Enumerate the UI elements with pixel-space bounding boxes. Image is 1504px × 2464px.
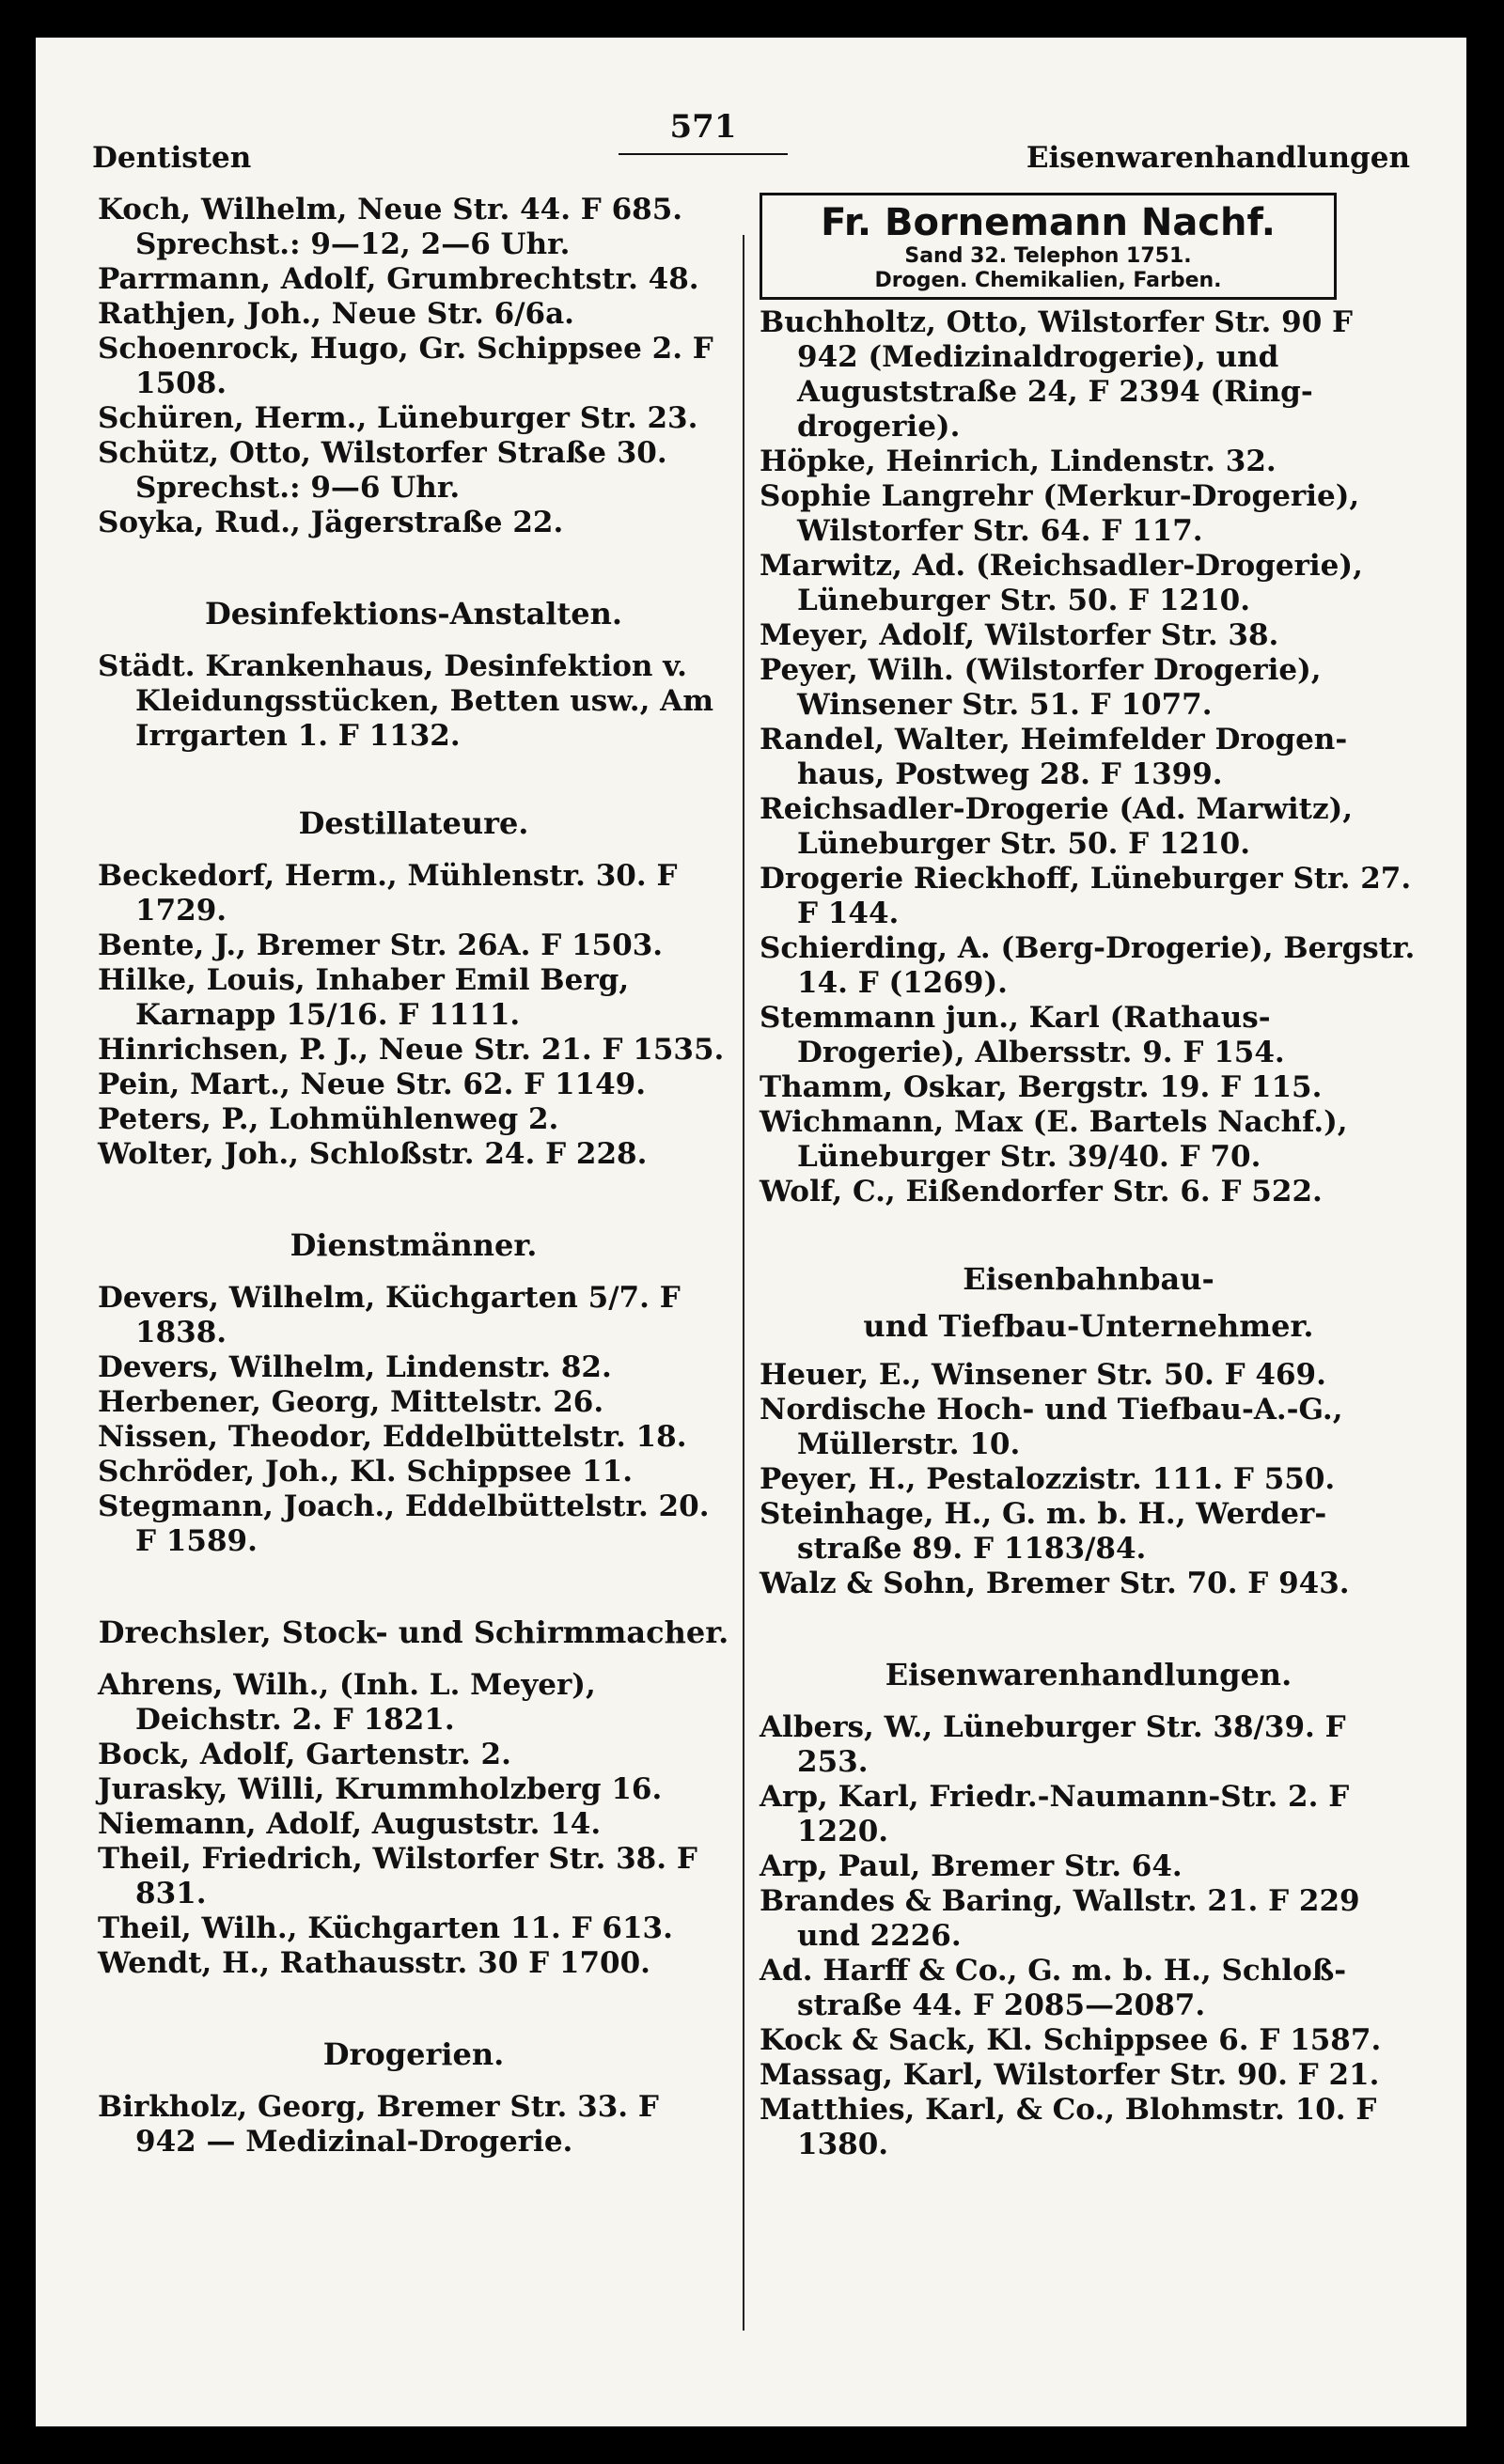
header-left-keyword: Dentisten [92,141,252,175]
entry-brandes-baring: Brandes & Baring, Wallstr. 21. F 229 und 2226. [760,1884,1360,1953]
entry-massag: Massag, Karl, Wilstorfer Str. 90. F 21. [760,2058,1380,2092]
entry-peters: Peters, P., Lohmühlenweg 2. [98,1102,559,1136]
entry-peyer-wilh: Peyer, Wilh. (Wilstorfer Drogerie), Winsener Str. 51. F 1077. [760,653,1322,722]
entry-herbener: Herbener, Georg, Mittelstr. 26. [98,1385,604,1419]
advertisement-box [760,193,1337,300]
section-title-drogerien: Drogerien. [322,2036,505,2072]
entry-hinrichsen: Hinrichsen, P. J., Neue Str. 21. F 1535. [98,1033,725,1067]
section-title-destillateure: Destillateure. [298,805,529,841]
entry-schoenrock: Schoenrock, Hugo, Gr. Schippsee 2. F 1508. [98,332,713,400]
entry-peyer-h: Peyer, H., Pestalozzistr. 111. F 550. [760,1462,1336,1496]
entry-arp-paul: Arp, Paul, Bremer Str. 64. [760,1849,1183,1883]
page-number: 571 [619,108,788,155]
entry-theil-wilh: Theil, Wilh., Küchgarten 11. F 613. [98,1911,673,1945]
section-title-desinfektion: Desinfektions-Anstalten. [204,596,622,632]
entry-matthies: Matthies, Karl, & Co., Blohmstr. 10. F 1380. [760,2093,1377,2161]
page-header [92,103,1410,179]
right-column [760,193,1418,2162]
entry-ahrens: Ahrens, Wilh., (Inh. L. Meyer), Deichstr. 2. F 1821. [98,1668,596,1737]
entry-rathjen: Rathjen, Joh., Neue Str. 6/6a. [98,297,574,331]
entry-schroeder: Schröder, Joh., Kl. Schippsee 11. [98,1455,633,1489]
header-right-keyword: Eisenwarenhandlungen [1026,141,1410,175]
entry-devers-kuechgarten: Devers, Wilhelm, Küchgarten 5/7. F 1838. [98,1281,681,1349]
ad-address-line: Sand 32. Telephon 1751. [904,244,1192,268]
entry-marwitz: Marwitz, Ad. (Reichsadler-Drogerie), Lüneburger Str. 50. F 1210. [760,549,1363,617]
ad-products-line: Drogen. Chemikalien, Farben. [874,269,1222,292]
entry-stemmann: Stemmann jun., Karl (Rathaus-Drogerie), Albersstr. 9. F 154. [760,1001,1285,1069]
entry-devers-lindenstr: Devers, Wilhelm, Lindenstr. 82. [98,1350,612,1384]
entry-randel: Randel, Walter, Heimfelder Drogen-haus, Postweg 28. F 1399. [760,723,1348,791]
entry-birkholz: Birkholz, Georg, Bremer Str. 33. F 942 — Medizinal-Drogerie. [98,2090,659,2159]
entry-thamm: Thamm, Oskar, Bergstr. 19. F 115. [760,1070,1323,1104]
left-column [98,193,729,2160]
entry-wolter: Wolter, Joh., Schloßstr. 24. F 228. [98,1137,648,1171]
section-title-dienstmaenner: Dienstmänner. [290,1227,538,1263]
entry-albers: Albers, W., Lüneburger Str. 38/39. F 253. [760,1710,1346,1779]
entry-wichmann: Wichmann, Max (E. Bartels Nachf.), Lüneburger Str. 39/40. F 70. [760,1105,1348,1174]
entry-bente: Bente, J., Bremer Str. 26A. F 1503. [98,928,664,962]
directory-page [36,38,1466,2426]
entry-schueren: Schüren, Herm., Lüneburger Str. 23. [98,401,698,435]
section-title-drechsler: Drechsler, Stock- und Schirmmacher. [98,1614,729,1650]
entry-langrehr: Sophie Langrehr (Merkur-Drogerie), Wilstorfer Str. 64. F 117. [760,479,1360,548]
entry-walz: Walz & Sohn, Bremer Str. 70. F 943. [760,1567,1350,1600]
entry-steinhage: Steinhage, H., G. m. b. H., Werder-straße 89. F 1183/84. [760,1497,1327,1566]
entry-bock: Bock, Adolf, Gartenstr. 2. [98,1738,511,1771]
section-title-eisenbahnbau-line2: und Tiefbau-Unternehmer. [863,1308,1314,1344]
entry-jurasky: Jurasky, Willi, Krummholzberg 16. [98,1772,663,1806]
entry-nissen: Nissen, Theodor, Eddelbüttelstr. 18. [98,1420,687,1454]
entry-nordische: Nordische Hoch- und Tiefbau-A.-G., Müllerstr. 10. [760,1393,1343,1461]
entry-wolf: Wolf, C., Eißendorfer Str. 6. F 522. [760,1175,1323,1209]
entry-schuetz: Schütz, Otto, Wilstorfer Straße 30. Sprechst.: 9—6 Uhr. [98,436,667,505]
entry-pein: Pein, Mart., Neue Str. 62. F 1149. [98,1068,647,1101]
entry-schierding: Schierding, A. (Berg-Drogerie), Bergstr. 14. F (1269). [760,931,1416,1000]
entry-koch: Koch, Wilhelm, Neue Str. 44. F 685. Sprechst.: 9—12, 2—6 Uhr. [98,193,683,261]
entry-heuer: Heuer, E., Winsener Str. 50. F 469. [760,1358,1326,1392]
entry-niemann: Niemann, Adolf, Auguststr. 14. [98,1807,602,1841]
entry-arp-karl: Arp, Karl, Friedr.-Naumann-Str. 2. F 1220. [760,1780,1350,1848]
entry-stegmann: Stegmann, Joach., Eddelbüttelstr. 20. F 1589. [98,1489,710,1558]
entry-hilke: Hilke, Louis, Inhaber Emil Berg, Karnapp 15/16. F 1111. [98,963,630,1032]
section-title-eisenwaren: Eisenwarenhandlungen. [885,1657,1292,1692]
section-title-eisenbahnbau-line1: Eisenbahnbau- [963,1261,1214,1297]
column-divider [743,235,744,2331]
entry-reichsadler: Reichsadler-Drogerie (Ad. Marwitz), Lüneburger Str. 50. F 1210. [760,792,1354,861]
entry-kock-sack: Kock & Sack, Kl. Schippsee 6. F 1587. [760,2023,1382,2057]
ad-company-name: Fr. Bornemann Nachf. [821,201,1276,244]
entry-beckedorf: Beckedorf, Herm., Mühlenstr. 30. F 1729. [98,859,678,928]
entry-parrmann: Parrmann, Adolf, Grumbrechtstr. 48. [98,262,699,296]
entry-meyer: Meyer, Adolf, Wilstorfer Str. 38. [760,618,1279,652]
entry-hoepke: Höpke, Heinrich, Lindenstr. 32. [760,444,1277,478]
entry-buchholtz: Buchholtz, Otto, Wilstorfer Str. 90 F 942 (Medizinaldrogerie), und Auguststraße 24, F 2394 (Ring-drogerie). [760,305,1354,444]
entry-krankenhaus: Städt. Krankenhaus, Desinfektion v. Kleidungsstücken, Betten usw., Am Irrgarten 1. F 1132. [98,649,714,753]
entry-harff: Ad. Harff & Co., G. m. b. H., Schloß-straße 44. F 2085—2087. [760,1954,1347,2022]
entry-wendt: Wendt, H., Rathausstr. 30 F 1700. [98,1946,650,1980]
entry-soyka: Soyka, Rud., Jägerstraße 22. [98,506,564,539]
entry-rieckhoff: Drogerie Rieckhoff, Lüneburger Str. 27. F 144. [760,862,1412,930]
entry-theil-friedrich: Theil, Friedrich, Wilstorfer Str. 38. F 831. [98,1842,697,1910]
